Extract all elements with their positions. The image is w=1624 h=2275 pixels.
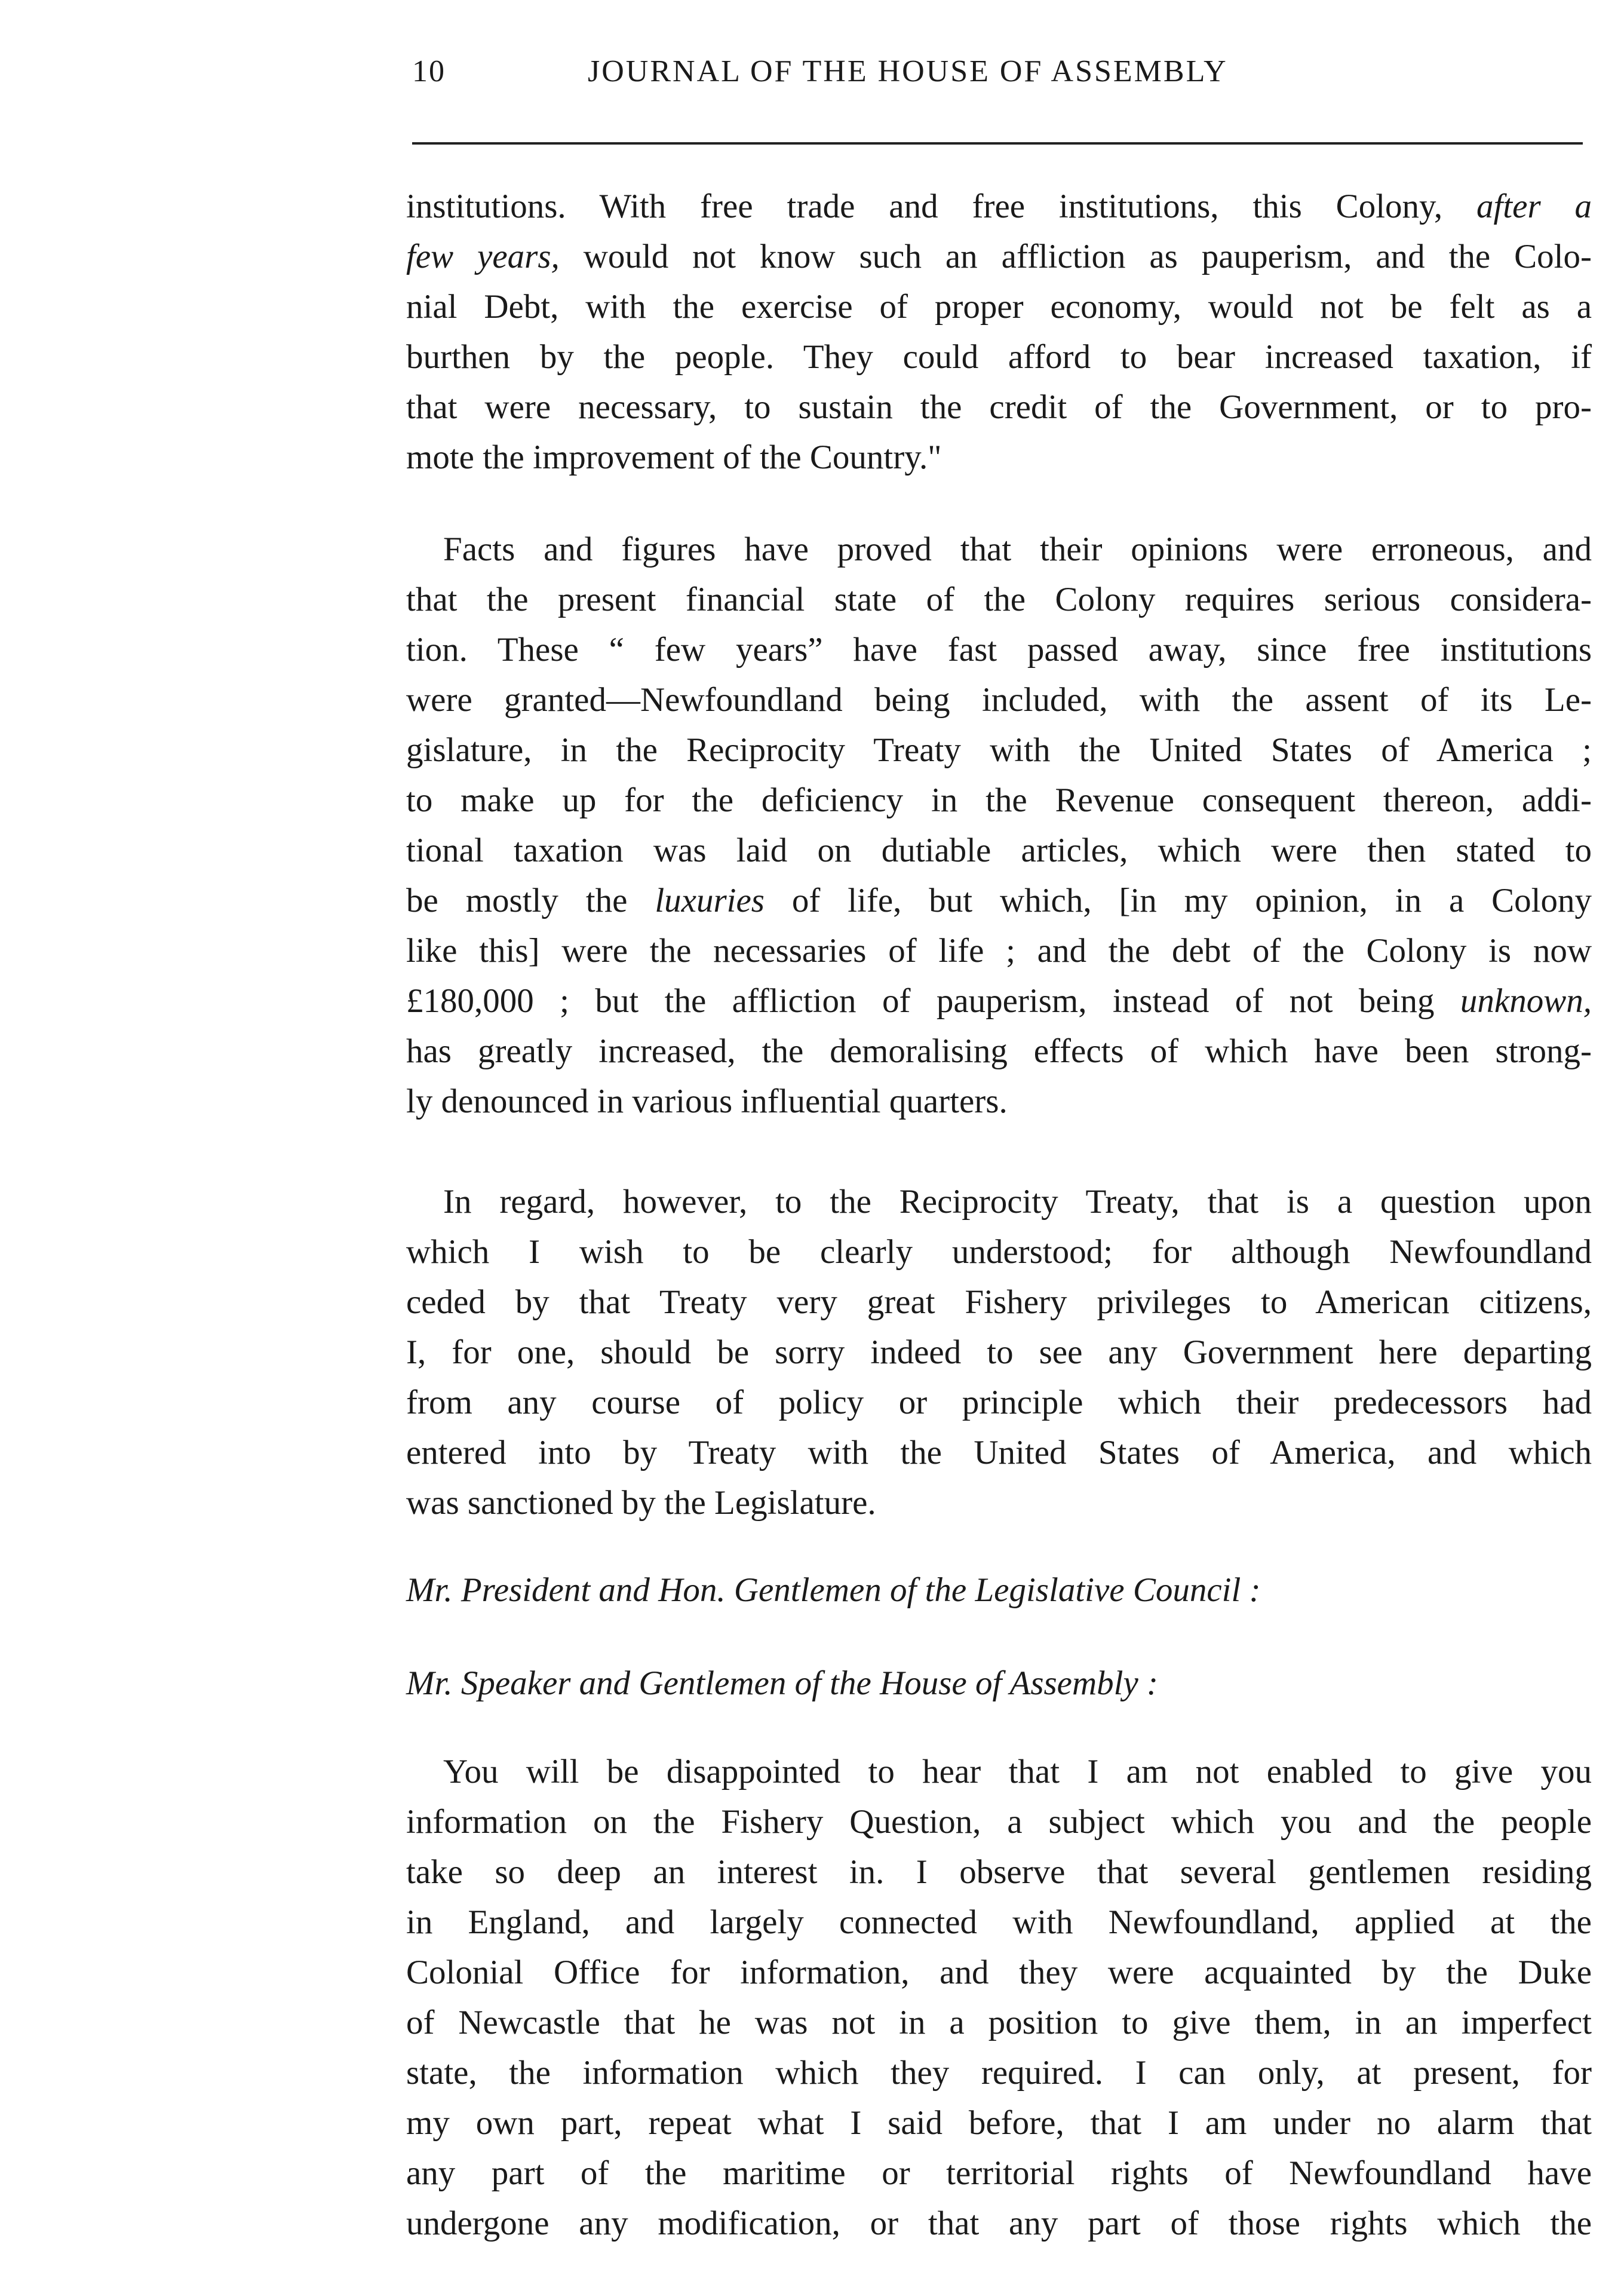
text-run: information on the Fishery Question, a subject which you and the people [406,1803,1592,1841]
text-run: from any course of policy or principle which their predecessors had [406,1384,1592,1421]
text-run: of Newcastle that he was not in a position to give them, in an imperfect [406,2004,1592,2041]
italic-text: after a [1476,188,1592,225]
text-line [406,876,1592,926]
paragraph [406,182,1592,483]
text-line [406,525,1592,575]
text-line [406,625,1592,675]
text-line [406,2098,1592,2148]
text-line [406,1478,1592,1528]
paragraph [406,1177,1592,1528]
text-run: £180,000 ; but the affliction of pauperism, instead of not being [406,982,1460,1020]
text-run: be mostly the [406,882,655,919]
text-run: state, the information which they required. I can only, at present, for [406,2054,1592,2092]
italic-text: Mr. President and Hon. Gentlemen of the Legislative Council : [406,1571,1261,1609]
paragraph [406,525,1592,1127]
text-run: undergone any modification, or that any part of those rights which the [406,2205,1592,2242]
text-run: to make up for the deficiency in the Revenue consequent thereon, addi- [406,781,1592,819]
text-line [406,1327,1592,1378]
text-line [406,826,1592,876]
text-line [406,1077,1592,1127]
text-run: ly denounced in various influential quarters. [406,1083,1008,1120]
italic-text: luxuries [655,882,765,919]
text-line [406,1428,1592,1478]
text-run: burthen by the people. They could afford to bear increased taxation, if [406,338,1592,376]
page-number: 10 [412,54,446,88]
text-run: that the present financial state of the Colony requires serious considera- [406,581,1592,618]
text-run: tion. These “ few years” have fast passed away, since free institutions [406,631,1592,669]
italic-text: few years, [406,238,560,275]
text-line [406,1227,1592,1277]
text-line [406,725,1592,775]
text-run: like this] were the necessaries of life ; and the debt of the Colony is now [406,932,1592,970]
text-run: any part of the maritime or territorial rights of Newfoundland have [406,2154,1592,2192]
address-heading [406,1658,1592,1709]
text-line [406,232,1592,282]
text-line [406,332,1592,382]
italic-text: Mr. Speaker and Gentlemen of the House of Assembly : [406,1664,1159,1702]
text-run: has greatly increased, the demoralising effects of which have been strong- [406,1032,1592,1070]
text-line [406,282,1592,332]
text-line [406,182,1592,232]
text-line [406,1277,1592,1327]
text-run: in England, and largely connected with Newfoundland, applied at the [406,1903,1592,1941]
text-line [406,775,1592,826]
text-run: my own part, repeat what I said before, that I am under no alarm that [406,2104,1592,2142]
text-run: mote the improvement of the Country." [406,439,942,476]
text-line [406,2148,1592,2199]
text-run: tional taxation was laid on dutiable articles, which were then stated to [406,832,1592,869]
text-run: would not know such an affliction as pauperism, and the Colo- [559,238,1592,275]
text-run: were granted—Newfoundland being included, with the assent of its Le- [406,681,1592,719]
text-line [406,976,1592,1026]
text-run: that were necessary, to sustain the credit of the Government, or to pro- [406,388,1592,426]
text-line [406,926,1592,976]
text-line [406,433,1592,483]
text-run: gislature, in the Reciprocity Treaty with the United States of America ; [406,731,1592,769]
text-line [406,1948,1592,1998]
text-line [406,1747,1592,1797]
text-line [406,575,1592,625]
text-run: You will be disappointed to hear that I am not enabled to give you [443,1753,1592,1790]
paragraph [406,1747,1592,2249]
text-run: was sanctioned by the Legislature. [406,1484,876,1522]
text-line [406,1897,1592,1948]
text-run: which I wish to be clearly understood; for although Newfoundland [406,1233,1592,1271]
running-title: JOURNAL OF THE HOUSE OF ASSEMBLY [588,54,1228,88]
text-line [406,1026,1592,1077]
text-run: Colonial Office for information, and they were acquainted by the Duke [406,1954,1592,1991]
text-run: ceded by that Treaty very great Fishery privileges to American citizens, [406,1283,1592,1321]
text-run: of life, but which, [in my opinion, in a Colony [764,882,1592,919]
text-line [406,1658,1592,1709]
text-line [406,2199,1592,2249]
text-line [406,1177,1592,1227]
text-run: entered into by Treaty with the United States of America, and which [406,1434,1592,1471]
text-line [406,2048,1592,2098]
italic-text: unknown, [1460,982,1592,1020]
address-heading [406,1565,1592,1615]
text-run: nial Debt, with the exercise of proper economy, would not be felt as a [406,288,1592,326]
text-line [406,1565,1592,1615]
text-line [406,1378,1592,1428]
text-line [406,1998,1592,2048]
text-run: In regard, however, to the Reciprocity Treaty, that is a question upon [443,1183,1592,1221]
text-run: Facts and figures have proved that their opinions were erroneous, and [443,531,1592,568]
text-line [406,382,1592,433]
header-rule [412,142,1583,145]
text-run: take so deep an interest in. I observe that several gentlemen residing [406,1853,1592,1891]
text-line [406,1797,1592,1847]
text-line [406,675,1592,725]
text-run: I, for one, should be sorry indeed to see any Government here departing [406,1333,1592,1371]
text-run: institutions. With free trade and free institutions, this Colony, [406,188,1476,225]
text-line [406,1847,1592,1897]
